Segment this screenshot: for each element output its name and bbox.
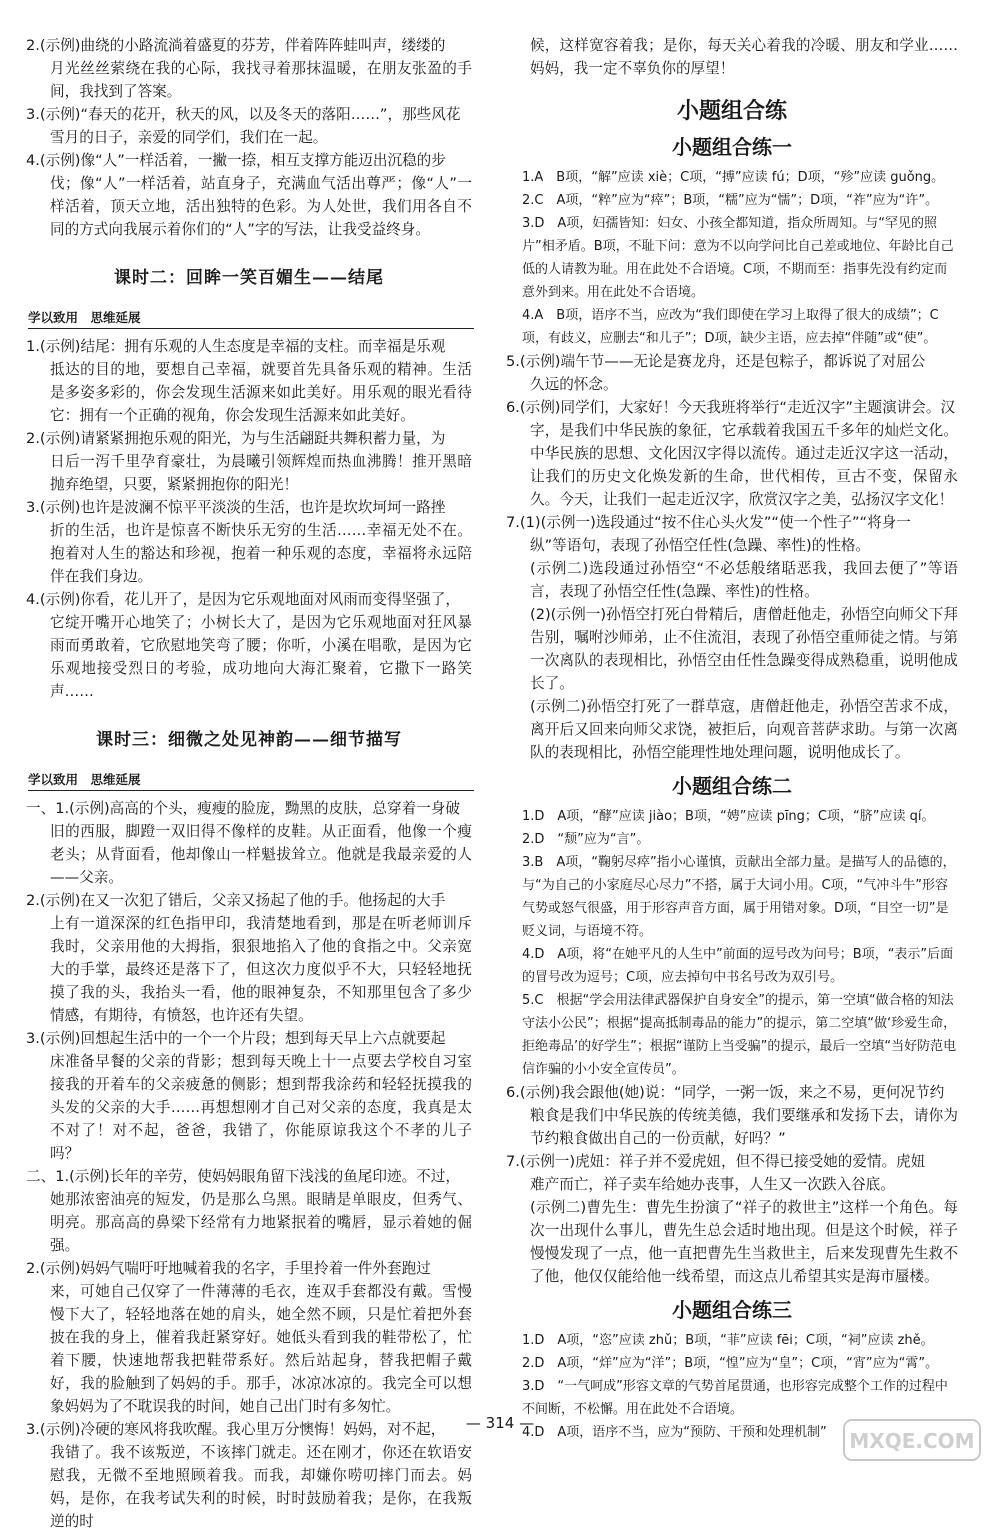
answer-text: 3.(示例)也许是波澜不惊平平淡淡的生活，也许是坎坎坷坷一路挫: [26, 499, 446, 516]
answer-text: 她那浓密油亮的短发，仍是那么乌黑。眼睛是单眼皮，但秀气、明亮。那高高的鼻梁下经常有力地紧抿着的嘴唇，显示着她的倔强。: [50, 1191, 472, 1254]
answer-item: 5.C 根据“学会用法律武器保护自身安全”的提示，第一空填“做合格的知法守法小公民”；根据“提高抵制毒品的能力”的提示，第二空填“做‘珍爱生命，拒绝毒品’的好学生”；根据“谨防上当受骗”的提示，最后一空填“当好防范电信诈骗的小小安全宣传员”。: [522, 993, 957, 1077]
answer-text: 3.(示例)“春天的花开，秋天的风，以及冬天的落阳……”，那些风花: [26, 106, 461, 123]
answer-item: 2.D A项，“烊”应为“洋”；B项，“惶”应为“皇”；C项，“宵”应为“霄”。: [522, 1356, 939, 1371]
answer-text: 二、1.(示例)长年的辛劳，使妈妈眼角留下浅浅的鱼尾印迹。不过，: [26, 1168, 460, 1185]
answer-text: 雪月的日子，亲爱的同学们，我们在一起。: [50, 129, 328, 146]
answer-text: 它绽开嘴开心地笑了；小树长大了，是因为它乐观地面对狂风暴雨而勇敢着，它欣慰地笑弯了腰；你听，小溪在唱歌，是因为它乐观地接受烈日的考验，成功地向大海汇聚着，它撒下一路笑声……: [50, 614, 472, 700]
answer-text: 候，这样宽容着我；是你，每天关心着我的冷暖、朋友和学业……妈妈，我一定不辜负你的厚望！: [530, 37, 958, 77]
answer-item: 4.A B项，语序不当，应改为“我们即使在学习上取得了很大的成绩”；C项，有歧义，应删去“和儿子”；D项，缺少主语，应去掉“伴随”或“使”。: [522, 308, 939, 346]
answer-text: 上有一道深深的红色指甲印，我清楚地看到，那是在听老师训斥我时，父亲用他的大拇指，狠狠地掐入了他的食指之中。父亲宽大的手掌，最终还是落下了，但这次力度似乎不大，只轻轻地抚摸了我的头，我抬头一看，他的眼神复杂，不知那里包含了多少情感，有期待，有愤怒，也许还有失望。: [50, 915, 472, 1024]
answer-text: 3.(示例)冷硬的寒风将我吹醒。我心里万分懊悔！妈妈，对不起，: [26, 1421, 446, 1438]
answer-text: 6.(示例)我会跟他(她)说：“同学，一粥一饭，来之不易，更何况节约: [506, 1084, 945, 1101]
answer-text: 2.(示例)妈妈气喘吁吁地喊着我的名字，手里拎着一件外套跑过: [26, 1260, 431, 1277]
answer-text: 旧的西服，脚蹬一双旧得不像样的皮鞋。从正面看，他像一个瘦老头；从背面看，他却像山一样魁拔耸立。他就是我最亲爱的人——父亲。: [50, 823, 472, 886]
answer-text: (2)(示例一)孙悟空打死白骨精后，唐僧赶他走，孙悟空向师父下拜告别，嘱咐沙师弟，止不住流泪，表现了孙悟空重师徒之情。与第一次离队的表现相比，孙悟空由任性急躁变得成熟稳重，说明他成长了。: [530, 606, 958, 692]
right-column: [506, 34, 958, 1444]
answer-text: 一、1.(示例)高高的个头，瘦瘦的脸庞，黝黑的皮肤，总穿着一身破: [26, 800, 460, 817]
answer-item: 1.A B项，“解”应读 xiè；C项，“搏”应读 fú；D项，“殄”应读 guǒng。: [522, 170, 945, 185]
group-heading: 小题组合练三: [672, 1298, 792, 1322]
section-label: 学以致用 思维延展: [28, 308, 474, 329]
group-heading: 小题组合练二: [672, 774, 792, 798]
answer-text: 抵达的目的地，要想自己幸福，就要首先具备乐观的精神。生活是多姿多彩的，你会发现生活源来如此美好。用乐观的眼光看待它：拥有一个正确的视角，你会发现生活源来如此美好。: [50, 361, 472, 424]
group-heading: 小题组合练一: [672, 135, 792, 159]
answer-item: 4.D A项，语序不当，应为“预防、干预和处理机制”: [522, 1425, 827, 1440]
answer-text: (示例二)曹先生：曹先生扮演了“祥子的救世主”这样一个角色。每次一出现什么事儿，曹先生总会适时地出现。但是这个时候，祥子慢慢发现了一点，他一直把曹先生当救世主，后来发现曹先生救不了他，他仅仅能给他一线希望，而这点儿希望其实是海市蜃楼。: [530, 1199, 958, 1285]
answer-text: 2.(示例)请紧紧拥抱乐观的阳光，为与生活翩跹共舞积蓄力量，为: [26, 430, 446, 447]
answer-item: 2.D “颓”应为“言”。: [522, 832, 650, 847]
answer-text: 3.(示例)回想起生活中的一个一个片段；想到每天早上六点就要起: [26, 1030, 446, 1047]
answer-item: 1.D A项，“恣”应读 zhǔ；B项，“菲”应读 fēi；C项，“祠”应读 zhě。: [522, 1333, 934, 1348]
answer-text: 伐；像“人”一样活着，站直身子，充满血气活出尊严；像“人”一样活着，顶天立地，活出独特的色彩。为人处世，我们用各自不同的方式向我展示着你们的“人”字的写法，让我受益终身。: [50, 175, 472, 238]
answer-text: 1.(示例)结尾：拥有乐观的人生态度是幸福的支柱。而幸福是乐观: [26, 338, 446, 355]
answer-text: 7.(示例一)虎妞：祥子并不爱虎妞，但不得已接受她的爱情。虎妞: [506, 1153, 926, 1170]
svg-text:MXQE.COM: MXQE.COM: [849, 1429, 975, 1453]
answer-text: 7.(1)(示例一)选段通过“按不住心头火发”“使一个性子”“将身一: [506, 514, 911, 531]
section-label: 学以致用 思维延展: [28, 770, 474, 791]
answer-text: 我错了。我不该叛逆，不该摔门就走。还在刚才，你还在软语安慰我，无微不至地照顾着我。而我，却嫌你唠叨摔门而去。妈妈，是你，在我考试失利的时候，时时鼓励着我；是你，在我叛逆的时: [50, 1444, 472, 1530]
answer-text: 2.(示例)在又一次犯了错后，父亲又扬起了他的手。他扬起的大手: [26, 892, 446, 909]
answer-text: 纵”等语句，表现了孙悟空任性(急躁、率性)的性格。: [530, 537, 871, 554]
answer-text: 2.(示例)曲绕的小路流淌着盛夏的芬芳，伴着阵阵蛙叫声，缕缕的: [26, 37, 446, 54]
answer-text: 日后一泻千里孕育豪壮，为晨曦引领辉煌而热血沸腾！推开黑暗抛弃绝望，只要，紧紧拥抱你的阳光！: [50, 453, 472, 493]
answer-text: 5.(示例)端午节——无论是赛龙舟，还是包粽子，都诉说了对屈公: [506, 353, 926, 370]
answer-text: (示例二)孙悟空打死了一群草寇，唐僧赶他走，孙悟空苦求不成，离开后又回来向师父求饶，被拒后，向观音菩萨求助。与第一次离队的表现相比，孙悟空能理性地处理问题，说明他成长了。: [530, 698, 958, 761]
answer-text: 4.(示例)你看，花儿开了，是因为它乐观地面对风雨而变得坚强了，: [26, 591, 460, 608]
answer-item: 4.D A项，将“在她平凡的人生中”前面的逗号改为问号；B项，“表示”后面的冒号改为逗号；C项，应去掉句中书名号改为双引号。: [522, 947, 954, 985]
page-number: — 314 —: [465, 1414, 535, 1432]
section-title: 小题组合练: [676, 98, 787, 124]
left-column: [26, 34, 472, 1533]
answer-text: 难产而亡，祥子卖车给她办丧事，人生又一次跌入谷底。: [530, 1176, 895, 1193]
answer-text: 床准备早餐的父亲的背影；想到每天晚上十一点要去学校自习室接我的开着车的父亲疲惫的侧影；想到帮我涂药和轻轻抚摸我的头发的父亲的大手……再想想刚才自己对父亲的态度，我真是太不对了！对不起，爸爸，我错了，你能原谅我这个不孝的儿子吗？: [50, 1053, 472, 1162]
answer-item: 3.D A项，妇孺皆知：妇女、小孩全都知道，指众所周知。与“罕见的照片”相矛盾。B项，不耻下问：意为不以向学问比自己差或地位、年龄比自己低的人请教为耻。用在此处不合语境。C项，不期而至：指事先没有约定而意外到来。用在此处不合语境。: [522, 216, 954, 300]
answer-text: 4.(示例)像“人”一样活着，一撇一捺，相互支撑方能迈出沉稳的步: [26, 152, 446, 169]
answer-item: 1.D A项，“酵”应读 jiào；B项，“娉”应读 pīng；C项，“脐”应读 qí。: [522, 809, 935, 824]
answer-text: 折的生活，也许是惊喜不断快乐无穷的生活……幸福无处不在。抱着对人生的豁达和珍视，抱着一种乐观的态度，幸福将永远陪伴在我们身边。: [50, 522, 472, 585]
answer-text: 字，是我们中华民族的象征，它承载着我国五千多年的灿烂文化。中华民族的思想、文化因汉字得以流传。通过走近汉字这一活动，让我们的历史文化焕发新的生命，世代相传，亘古不变，保留永久。今天，让我们一起走近汉字，欣赏汉字之美，弘扬汉字文化！: [530, 422, 958, 508]
answer-text: 月光丝丝萦绕在我的心际，我找寻着那抹温暖，在朋友张盈的手间，我找到了答案。: [50, 60, 472, 100]
answer-text: (示例二)选段通过孙悟空“不必恁般绪聒恶我，我回去便了”等语言，表现了孙悟空任性(急躁、率性)的性格。: [530, 560, 958, 600]
answer-item: 3.B A项，“鞠躬尽瘁”指小心谨慎，贡献出全部力量。是描写人的品德的，与“为自己的小家庭尽心尽力”不搭，属于大词小用。C项，“气冲斗牛”形容气势或怒气很盛，用于形容声音方面，属于用错对象。D项，“目空一切”是贬义词，与语境不符。: [522, 855, 956, 939]
answer-text: 来，可她自己仅穿了一件薄薄的毛衣，连双手套都没有戴。雪慢慢下大了，轻轻地落在她的肩头，她全然不顾，只是忙着把外套披在我的身上，催着我赶紧穿好。她低头看到我的鞋带松了，忙着下腰，快速地帮我把鞋带系好。然后站起身，替我把帽子戴好，我的脸触到了妈妈的手。那手，冰凉冰凉的。我完全可以想象妈妈为了不耽误我的时间，她自己出门时有多匆忙。: [50, 1283, 472, 1415]
answer-text: 久远的怀念。: [530, 376, 618, 393]
lesson-heading: 课时三：细微之处见神韵——细节描写: [96, 730, 402, 750]
answer-item: 3.D “一气呵成”形容文章的气势首尾贯通，也形容完成整个工作的过程中不间断，不松懈。用在此处不合语境。: [522, 1379, 948, 1417]
answer-item: 2.C A项，“粹”应为“瘁”；B项，“糯”应为“懦”；D项，“祚”应为“许”。: [522, 193, 939, 208]
lesson-heading: 课时二：回眸一笑百媚生——结尾: [114, 268, 384, 288]
watermark-logo: [842, 1418, 982, 1462]
answer-text: 6.(示例)同学们，大家好！今天我班将举行“走近汉字”主题演讲会。汉: [506, 399, 956, 416]
answer-text: 粮食是我们中华民族的传统美德，我们要继承和发扬下去，请你为节约粮食做出自己的一份贡献，好吗？”: [530, 1107, 958, 1147]
